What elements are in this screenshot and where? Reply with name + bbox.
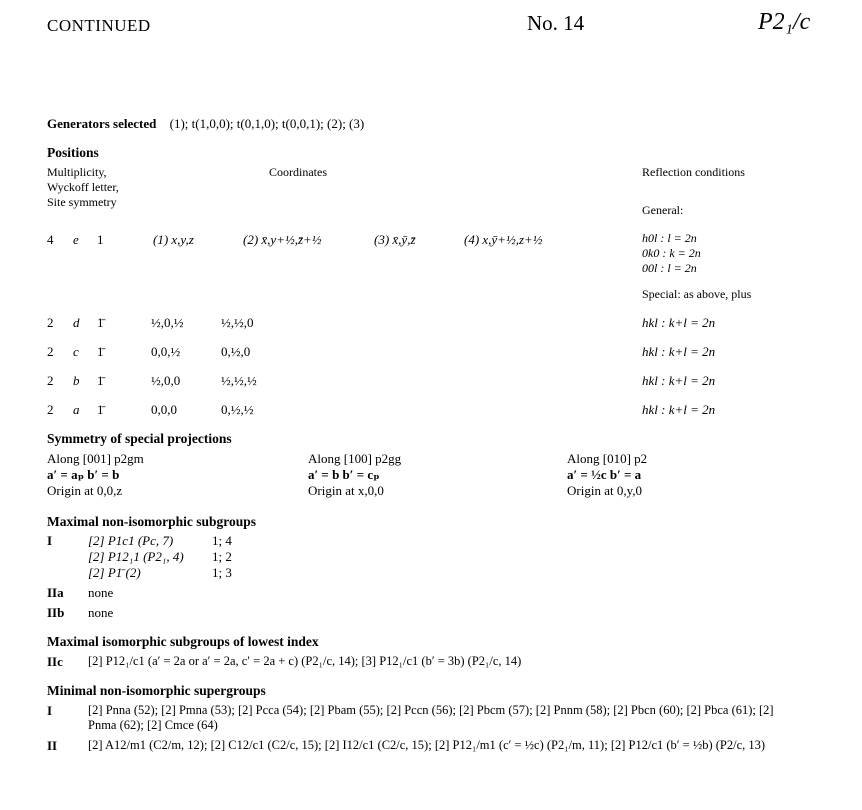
sym: 1̄	[97, 373, 104, 388]
reflection-conditions-header: Reflection conditions	[642, 165, 745, 179]
subgroup-item	[88, 565, 232, 581]
general-mult: 4	[47, 232, 54, 247]
generators-line	[47, 116, 364, 132]
coord-2: 0,½,½	[221, 402, 254, 417]
general-coord-4: (4) x,ȳ+½,z+½	[464, 232, 543, 247]
general-coord-2: (2) x̄,y+½,z̄+½	[243, 232, 322, 247]
coord-1: ½,0,0	[151, 373, 181, 388]
generators-label: Generators selected	[47, 116, 157, 131]
subgroup-symbol: [2] P12₁1 (P2₁, 4)	[88, 549, 184, 564]
class-IIa-value: none	[88, 585, 114, 600]
coord-2: ½,½,0	[221, 315, 254, 330]
general-coord-1: (1) x,y,z	[153, 232, 194, 247]
letter: d	[73, 315, 80, 330]
mult: 2	[47, 315, 54, 330]
general-sym: 1	[97, 232, 104, 247]
subgroup-ops: 1; 2	[212, 549, 232, 564]
isomorphic-title: Maximal isomorphic subgroups of lowest index	[47, 634, 319, 649]
col-mult-line: Wyckoff letter,	[47, 180, 119, 194]
projection-origin: Origin at 0,0,z	[47, 483, 123, 498]
projection-axes: a′ = b b′ = cₚ	[308, 467, 380, 482]
max-subgroups-title: Maximal non-isomorphic subgroups	[47, 514, 257, 529]
projection-along: Along [010] p2	[567, 451, 648, 466]
sym: 1̄	[97, 402, 104, 417]
supergroups-title: Minimal non-isomorphic supergroups	[47, 683, 266, 698]
projection-100	[308, 451, 401, 499]
class-IIb-value: none	[88, 605, 114, 620]
projection-001	[47, 451, 144, 499]
condition: hkl : k+l = 2n	[642, 315, 716, 330]
super-II-label: II	[47, 738, 58, 753]
sym: 1̄	[97, 344, 104, 359]
subgroup-ops: 1; 4	[212, 533, 232, 548]
subgroup-item	[88, 549, 232, 565]
super-II-text: [2] A12/m1 (C2/m, 12); [2] C12/c1 (C2/c, 15); [2] I12/c1 (C2/c, 15); [2] P12₁/m1 (c′ = ½c) (P2₁/m, 11); [2] P12/c1 (b′ = ½b) (P2/c, 13)	[88, 738, 766, 752]
projections-title: Symmetry of special projections	[47, 431, 232, 446]
letter: b	[73, 373, 80, 388]
class-IIb-label: IIb	[47, 605, 65, 620]
condition: hkl : k+l = 2n	[642, 344, 716, 359]
class-IIa-label: IIa	[47, 585, 64, 600]
coord-2: ½,½,½	[221, 373, 257, 388]
projection-origin: Origin at 0,y,0	[567, 483, 642, 498]
mult: 2	[47, 344, 54, 359]
general-letter: e	[73, 232, 79, 247]
condition-line: h0l : l = 2n	[642, 231, 697, 245]
general-label: General:	[642, 203, 684, 217]
projection-axes: a′ = ½c b′ = a	[567, 467, 642, 482]
condition: hkl : k+l = 2n	[642, 402, 716, 417]
multiplicity-column-header	[47, 165, 119, 210]
coord-1: ½,0,½	[151, 315, 184, 330]
subgroup-symbol: [2] P1c1 (Pc, 7)	[88, 533, 174, 548]
class-I-label: I	[47, 533, 53, 548]
general-conditions	[642, 231, 701, 276]
condition-line: 0k0 : k = 2n	[642, 246, 701, 260]
coord-1: 0,0,0	[151, 402, 177, 417]
condition: hkl : k+l = 2n	[642, 373, 716, 388]
generators-list: (1); t(1,0,0); t(0,1,0); t(0,0,1); (2); (3)	[169, 116, 365, 131]
continued-label: CONTINUED	[47, 16, 151, 35]
special-label: Special: as above, plus	[642, 287, 752, 301]
space-group-number: No. 14	[527, 11, 585, 35]
mult: 2	[47, 402, 54, 417]
letter: c	[73, 344, 79, 359]
coordinates-column-header: Coordinates	[269, 165, 327, 179]
space-group-symbol: P2₁/c	[758, 9, 811, 35]
class-IIc-text: [2] P12₁/c1 (a′ = 2a or a′ = 2a, c′ = 2a + c) (P2₁/c, 14); [3] P12₁/c1 (b′ = 3b) (P2₁/c, 14)	[88, 654, 522, 668]
coord-1: 0,0,½	[151, 344, 181, 359]
subgroup-item	[88, 533, 232, 549]
col-mult-line: Site symmetry	[47, 195, 117, 209]
projection-axes: a′ = aₚ b′ = b	[47, 467, 120, 482]
subgroup-symbol: [2] P1̄ (2)	[88, 565, 141, 580]
super-I-label: I	[47, 703, 53, 718]
condition-line: 00l : l = 2n	[642, 261, 697, 275]
positions-title: Positions	[47, 145, 99, 160]
coord-2: 0,½,0	[221, 344, 251, 359]
sym: 1̄	[97, 315, 104, 330]
projection-origin: Origin at x,0,0	[308, 483, 384, 498]
super-I-text: [2] Pnna (52); [2] Pmna (53); [2] Pcca (54); [2] Pbam (55); [2] Pccn (56); [2] Pbcm (57); [2] Pnnm (58); [2] Pbcn (60); [2] Pbca (61); [2] Pnma (62); [2] Cmce (64)	[88, 703, 774, 732]
mult: 2	[47, 373, 54, 388]
subgroup-ops: 1; 3	[212, 565, 232, 580]
projection-along: Along [100] p2gg	[308, 451, 402, 466]
letter: a	[73, 402, 80, 417]
col-mult-line: Multiplicity,	[47, 165, 107, 179]
projection-010	[567, 451, 647, 499]
general-coord-3: (3) x̄,ȳ,z̄	[374, 232, 416, 247]
subgroup-I-list	[88, 533, 232, 581]
projection-along: Along [001] p2gm	[47, 451, 144, 466]
class-IIc-label: IIc	[47, 654, 63, 669]
